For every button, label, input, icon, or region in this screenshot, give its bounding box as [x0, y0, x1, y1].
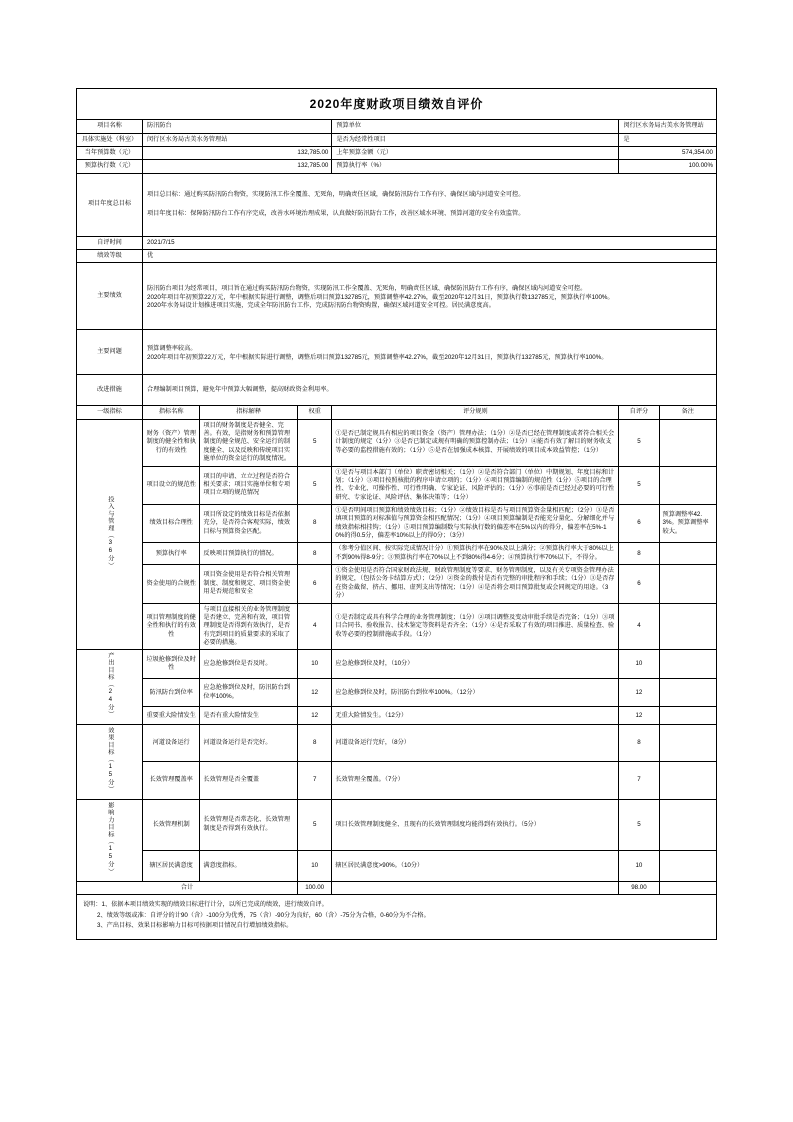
exec-rate-value: 100.00% — [619, 160, 717, 173]
main-problem-text2: 2020年项目年初预算22万元，年中根据实际进行调整，调整后项目预算132785元，预算调整率42.27%，截至2020年12月31日，预算执行132785元，预算执行率100%。 — [147, 353, 608, 361]
indicator-weight: 7 — [297, 762, 331, 799]
indicator-rule: ①是否制定或具有科学合理的业务管理制度；（1分）②项目调整及变动审批手续是否完备；（1分）③项目合同书、验收报告、技术鉴定等资料是否齐全；（1分）④是否采取了有效的项目推进、质量检查、验收等必要的控制措施或手段。（1分） — [332, 603, 619, 650]
main-perf-text1: 防汛防台项目为经常项目，项目旨在通过购买防汛防台物资，实现防汛工作全覆盖、无死角，明确责任区域、确保防汛防台工作有序，确保区域内河道安全可控。 — [147, 285, 587, 293]
indicator-score: 8 — [619, 725, 659, 762]
indicator-score: 8 — [619, 543, 659, 565]
indicator-explain: 项目所设定的绩效目标是否依据充分，是否符合客观实际，绩效目标与预算资金匹配。 — [200, 504, 298, 542]
indicator-rule: 河道设备运行完好，（8分） — [332, 725, 619, 762]
note-line-1: 说明：1、依据本项目绩效实现的绩效目标进行计分，以所已完成的绩效，进行绩效自评。 — [83, 901, 328, 909]
indicator-score: 12 — [619, 678, 659, 707]
indicator-rule: 应急抢修到位及时，（10分） — [332, 650, 619, 679]
indicator-header-row — [77, 406, 717, 419]
indicator-weight: 5 — [297, 799, 331, 850]
indicator-score: 7 — [619, 762, 659, 799]
indicator-explain: 与项目直接相关的业务管理制度是否建立、完善和有效，项目管理制度是否得到有效执行，是否有完到项目的质量要求的采取了必要的措施。 — [200, 603, 298, 650]
page-title: 2020年度财政项目绩效自评价 — [77, 89, 717, 120]
group-label-output: 产出目标（24分） — [77, 650, 143, 725]
improve-label: 改进措施 — [77, 375, 143, 406]
main-problem-row — [77, 330, 717, 375]
table-row — [77, 762, 717, 799]
project-name-value: 防汛防台 — [143, 120, 332, 133]
indicator-weight: 4 — [297, 603, 331, 650]
group-label-input-management: 投入与管理（36分） — [77, 419, 143, 650]
table-row — [77, 707, 717, 725]
exec-row — [77, 160, 717, 173]
main-perf-text3: 2020年水务局设计划推进项目实施，完成全年防汛防台工作，完成防汛防台物资购置，确保区域河道安全可控。居民满意度高。 — [147, 302, 495, 310]
indicator-rule: ①资金使用是否符合国家财政法规、财政管理制度等要求、财务管理制度，以及有关专项资金管理办法的规定，（包括公务卡结算方式）；（2分）②资金的拨付是否有完整的审批程序和手续；（1分）③是否存在资金截留、挤占、挪用、虚列支出等情况；（1分）④是否将会项目预算批复或会同规定的用途。（3分） — [332, 565, 619, 603]
total-label: 合计 — [77, 881, 298, 894]
indicator-score: 6 — [619, 565, 659, 603]
indicator-rule: 辖区居民满意度>90%。（10分） — [332, 850, 619, 881]
main-perf-text2: 2020年项目年初预算22万元，年中根据实际进行调整，调整后项目预算132785元，预算调整率42.27%，截至2020年12月31日，预算执行数132785元，预算执行率100%。 — [147, 293, 614, 301]
indicator-explain: 反映项目预算执行的情况。 — [200, 543, 298, 565]
header-self-score: 自评分 — [619, 406, 659, 419]
indicator-score: 10 — [619, 850, 659, 881]
indicator-name: 防汛防台到位率 — [143, 678, 200, 707]
indicator-name: 垃圾抢修到位及时性 — [143, 650, 200, 679]
table-row — [77, 678, 717, 707]
table-row — [77, 466, 717, 504]
indicator-name: 项目管理制度的健全性和执行的有效性 — [143, 603, 200, 650]
indicator-weight: 12 — [297, 678, 331, 707]
year-goal-value — [143, 173, 717, 236]
indicator-rule: 无重大险情发生。（12分） — [332, 707, 619, 725]
indicator-weight: 8 — [297, 504, 331, 542]
implement-label: 具体实施处（科室） — [77, 133, 143, 146]
header-indicator-name: 指标名称 — [143, 406, 200, 419]
table-row — [77, 504, 717, 542]
table-row — [77, 603, 717, 650]
indicator-rule: ①是否已制定规具有相应的项目资金（资产）管理办法；（1分）②是否已经在管理制度或者符合相关会计制度的规定（1分）③是否已制定或规有明确的预算控制办法；（1分）④能否有效了解目的财务收支等必要的监控措施有效的；（1分）⑤是否在加强成本核算、开展绩效的项目成本效益管控；（1分） — [332, 419, 619, 466]
header-indicator-explain: 指标解释 — [200, 406, 298, 419]
main-performance-row — [77, 263, 717, 330]
year-goal-text2: 项目年度目标：保障防汛防台工作有序完成，改善水环境治理成果，认真做好防汛防台工作，改善区域水环境、预算河道的安全有效监管。 — [147, 209, 525, 217]
total-score: 98.00 — [619, 881, 659, 894]
indicator-name: 项目设立的规范性 — [143, 466, 200, 504]
implement-value: 闵行区水务局古美水务管理站 — [143, 133, 332, 146]
note-line-2: 2、绩效等级或准：自评分的计90（含）-100分为优秀，75（含）-90分为良好，60（含）-75分为合格，0-60分为不合格。 — [97, 911, 430, 919]
indicator-remark — [659, 419, 716, 466]
is-regular-label: 是否为经常性项目 — [332, 133, 619, 146]
indicator-score: 5 — [619, 466, 659, 504]
indicator-explain: 应急抢修到位是否及时。 — [200, 650, 298, 679]
indicator-remark — [659, 707, 716, 725]
indicator-weight: 8 — [297, 543, 331, 565]
indicator-explain: 长效管理是否全覆盖 — [200, 762, 298, 799]
table-row — [77, 419, 717, 466]
header-rule: 评分规则 — [332, 406, 619, 419]
is-regular-value: 是 — [619, 133, 717, 146]
total-weight: 100.00 — [297, 881, 331, 894]
indicator-name: 绩效目标合理性 — [143, 504, 200, 542]
current-budget-label: 当年预算数（元） — [77, 146, 143, 159]
indicator-rule: 应急抢修到位及时，防汛防台到位率100%。（12分） — [332, 678, 619, 707]
indicator-name: 长效管理机制 — [143, 799, 200, 850]
indicator-remark: 预算调整率42.3%。预算调整率较大。 — [659, 504, 716, 542]
indicator-remark — [659, 603, 716, 650]
exec-value: 132,785.00 — [143, 160, 332, 173]
indicator-weight: 12 — [297, 707, 331, 725]
header-weight: 权重 — [297, 406, 331, 419]
indicator-name: 预算执行率 — [143, 543, 200, 565]
year-goal-row — [77, 173, 717, 236]
table-row — [77, 650, 717, 679]
indicator-explain: 河道设备运行是否完好。 — [200, 725, 298, 762]
current-budget-row — [77, 146, 717, 159]
indicator-weight: 10 — [297, 850, 331, 881]
evaluation-sheet — [76, 88, 717, 940]
indicator-name: 财务（资产）管理制度的健全性和执行的有效性 — [143, 419, 200, 466]
total-rule-empty — [332, 881, 619, 894]
indicator-explain: 项目资金使用是否符合相关管理制度、制度和规定、项目资金使用是否规范和安全 — [200, 565, 298, 603]
indicator-remark — [659, 850, 716, 881]
total-budget-value: 574,354.00 — [619, 146, 717, 159]
indicator-rule: 长效管理全覆盖。（7分） — [332, 762, 619, 799]
budget-unit-value: 闵行区水务局古美水务管理站 — [619, 120, 717, 133]
exec-rate-label: 预算执行率（%） — [332, 160, 619, 173]
indicator-score: 10 — [619, 650, 659, 679]
indicator-explain: 是否有重大险情发生 — [200, 707, 298, 725]
header-remark: 备注 — [659, 406, 716, 419]
main-problem-value — [143, 330, 717, 375]
grade-label: 绩效等级 — [77, 249, 143, 262]
project-name-row — [77, 120, 717, 133]
indicator-explain: 应急抢修到位及时，防汛防台到位率100%。 — [200, 678, 298, 707]
indicator-remark — [659, 762, 716, 799]
indicator-remark — [659, 725, 716, 762]
header-level1: 一级指标 — [77, 406, 143, 419]
main-problem-text1: 预算调整率较高。 — [147, 345, 197, 353]
indicator-name: 重要重大险情发生 — [143, 707, 200, 725]
indicator-score: 5 — [619, 419, 659, 466]
indicator-score: 12 — [619, 707, 659, 725]
indicator-explain: 长效管理是否常态化、长效管理制度是否得到有效执行。 — [200, 799, 298, 850]
indicator-name: 河道设备运行 — [143, 725, 200, 762]
selfeval-time-row — [77, 236, 717, 249]
indicator-remark — [659, 543, 716, 565]
indicator-name: 辖区居民满意度 — [143, 850, 200, 881]
total-budget-label: 上年预算金额（元） — [332, 146, 619, 159]
indicator-rule: 项目长效管理制度健全、且现有的长效管理制度均能得到有效执行。（5分） — [332, 799, 619, 850]
selfeval-time-label: 自评时间 — [77, 236, 143, 249]
indicator-score: 6 — [619, 504, 659, 542]
current-budget-value: 132,785.00 — [143, 146, 332, 159]
indicator-explain: 项目的申请、立立过程是否符合相关要求；项目实施单位和专项项目立项的规范情况 — [200, 466, 298, 504]
indicator-remark — [659, 565, 716, 603]
indicator-rule: ①是否与项目本部门（单位）职责密切相关；（1分）②是否符合部门（单位）中期规划、年度目标和计划；（1分）③项目按照核批的程序申请立项的；（1分）④项目预算编制的规范性（1分）⑤项目的合理性、专业化、可操作性、可行性明确、专家论证、风险评估的；（1分）⑥事前是否已经过必要的可行性研究、专家论证、风险评估、集体决策等；（1分） — [332, 466, 619, 504]
table-row — [77, 725, 717, 762]
indicator-weight: 5 — [297, 419, 331, 466]
main-performance-value — [143, 263, 717, 330]
indicator-score: 4 — [619, 603, 659, 650]
grade-value: 优 — [143, 249, 717, 262]
group-label-effect: 效果目标（15分） — [77, 725, 143, 800]
indicator-name: 长效管理覆盖率 — [143, 762, 200, 799]
total-remark-empty — [659, 881, 716, 894]
table-row — [77, 850, 717, 881]
main-table — [76, 88, 717, 895]
selfeval-time-value: 2021/7/15 — [143, 236, 717, 249]
budget-unit-label: 预算单位 — [332, 120, 619, 133]
implement-row — [77, 133, 717, 146]
year-goal-text1: 项目总目标：通过购买防汛防台物资，实现防汛工作全覆盖、无死角，明确责任区域，确保防汛防台工作有序、确保区域内河道安全可控。 — [147, 191, 525, 199]
note-line-3: 3、产出目标、效果目标影响力目标可按据项目情况自行增加绩效指标。 — [97, 922, 293, 930]
group-label-impact: 影响力目标（15分） — [77, 799, 143, 881]
table-row — [77, 565, 717, 603]
improve-row — [77, 375, 717, 406]
indicator-explain: 项目的财务制度是否健全、完善。有效，是指财务和预算管理制度的健全规范、安全运行的制度健全、以及反映和传统项目实施单位的资金运行的制度情况。 — [200, 419, 298, 466]
main-performance-label: 主要绩效 — [77, 263, 143, 330]
indicator-remark — [659, 466, 716, 504]
exec-label: 预算执行数（元） — [77, 160, 143, 173]
indicator-name: 资金使用的合规性 — [143, 565, 200, 603]
grade-row — [77, 249, 717, 262]
notes-block — [76, 895, 717, 940]
indicator-remark — [659, 650, 716, 679]
indicator-weight: 6 — [297, 565, 331, 603]
indicator-weight: 8 — [297, 725, 331, 762]
indicator-weight: 5 — [297, 466, 331, 504]
total-row — [77, 881, 717, 894]
indicator-remark — [659, 678, 716, 707]
indicator-rule: （参考分值区间、按实际完成情况计分）①预算执行率在90%及以上满分；②预算执行率大于80%以上不到90%得8-9分；③预算执行率在70%以上不到80%得4-6分；④预算执行率70%以下，不得分。 — [332, 543, 619, 565]
table-row — [77, 799, 717, 850]
year-goal-label: 项目年度总目标 — [77, 173, 143, 236]
table-row — [77, 543, 717, 565]
improve-value: 合理编制项目预算，避免年中预算大幅调整，提高财政资金利用率。 — [143, 375, 717, 406]
indicator-explain: 满意度指标。 — [200, 850, 298, 881]
indicator-score: 5 — [619, 799, 659, 850]
indicator-rule: ①是否明间项目预算和绩效绩效目标；（1分）②绩效目标是否与项目预算资金量相匹配；（2分）③是否填项目预算的对标准值与预算资金相匹配情况；（1分）④项目预算编制是否能充分量化、分解细化并与绩效指标相挂钩；（1分）⑤项目预算编制数与实际执行数的偏差率在5%以内的得分，偏差率在5%-10%的得0.5分，偏差率10%以上的得0分；（3分） — [332, 504, 619, 542]
title-row — [77, 89, 717, 120]
main-problem-label: 主要问题 — [77, 330, 143, 375]
indicator-remark — [659, 799, 716, 850]
project-name-label: 项目名称 — [77, 120, 143, 133]
indicator-weight: 10 — [297, 650, 331, 679]
